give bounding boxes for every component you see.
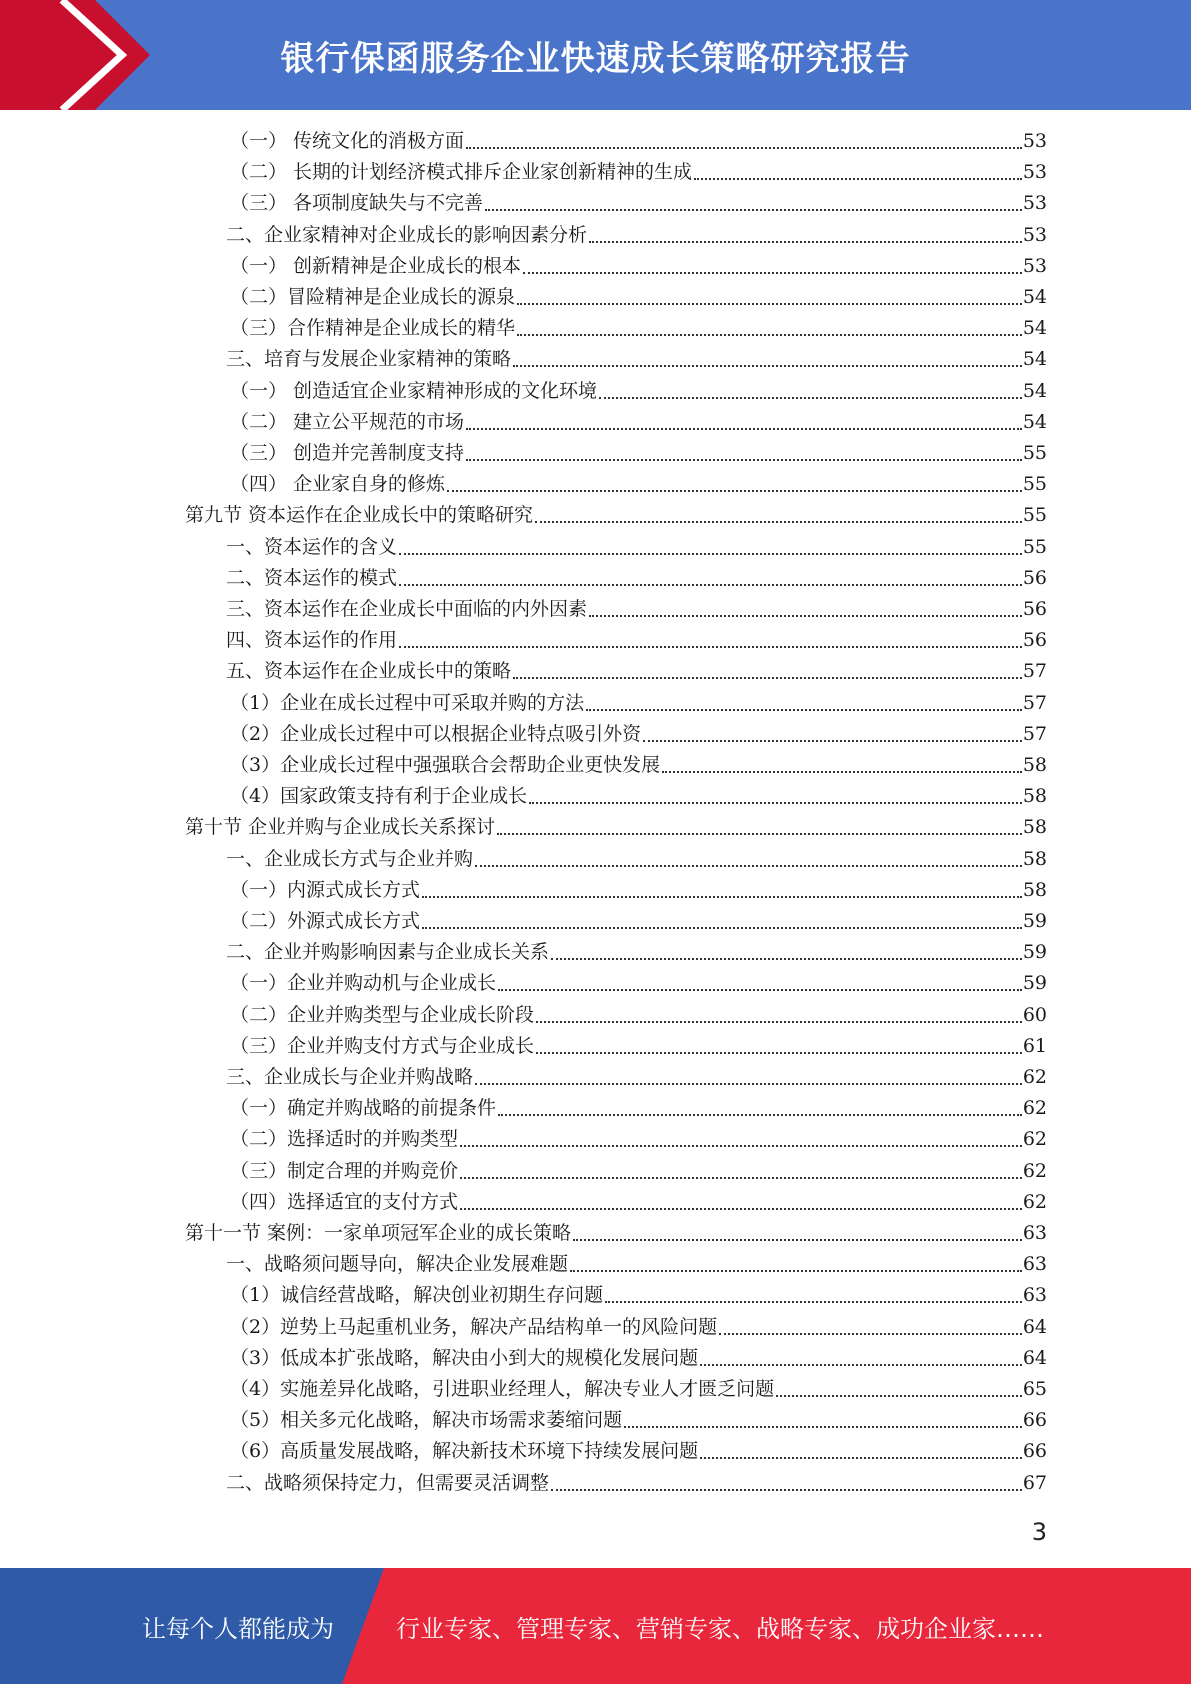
- toc-entry-title: （二） 长期的计划经济模式排斥企业家创新精神的生成: [230, 161, 693, 184]
- toc-entry-page: 55: [1022, 473, 1047, 496]
- toc-entry-page: 57: [1022, 691, 1047, 714]
- toc-dot-leader: [589, 615, 1022, 617]
- toc-dot-leader: [700, 1364, 1022, 1366]
- toc-entry-title: 三、资本运作在企业成长中面临的内外因素: [226, 598, 588, 620]
- toc-entry-page: 62: [1022, 1159, 1047, 1182]
- page-number: 3: [1031, 1518, 1047, 1546]
- toc-entry-page: 58: [1022, 878, 1047, 901]
- toc-entry[interactable]: [230, 188, 1047, 219]
- toc-entry-page: 63: [1022, 1222, 1047, 1244]
- toc-entry[interactable]: [230, 376, 1047, 407]
- toc-entry-title: （三）制定合理的并购竞价: [230, 1159, 459, 1182]
- toc-entry-page: 59: [1022, 910, 1047, 932]
- toc-entry-title: （3）低成本扩张战略，解决由小到大的规模化发展问题: [230, 1346, 699, 1369]
- toc-entry-title: （三） 各项制度缺失与不完善: [230, 192, 484, 215]
- toc-entry-page: 61: [1022, 1034, 1047, 1057]
- toc-entry[interactable]: [226, 563, 1047, 594]
- toc-entry-page: 55: [1022, 504, 1047, 527]
- toc-dot-leader: [513, 365, 1022, 367]
- toc-dot-leader: [700, 1457, 1022, 1459]
- toc-entry-page: 53: [1022, 130, 1047, 152]
- toc-entry-page: 56: [1022, 629, 1047, 652]
- toc-entry-title: （4）实施差异化战略，引进职业经理人，解决专业人才匮乏问题: [230, 1378, 775, 1400]
- toc-entry[interactable]: [185, 1218, 1047, 1249]
- toc-entry-title: （5）相关多元化战略，解决市场需求萎缩问题: [230, 1409, 623, 1432]
- toc-dot-leader: [694, 178, 1022, 180]
- toc-entry-title: （二） 建立公平规范的市场: [230, 410, 465, 433]
- toc-entry-page: 67: [1022, 1471, 1047, 1494]
- toc-entry-page: 64: [1022, 1346, 1047, 1369]
- toc-entry-title: （三）企业并购支付方式与企业成长: [230, 1034, 535, 1057]
- toc-entry-title: 二、战略须保持定力，但需要灵活调整: [226, 1471, 550, 1494]
- toc-dot-leader: [551, 958, 1022, 960]
- toc-entry[interactable]: [230, 1031, 1047, 1062]
- toc-dot-leader: [466, 459, 1022, 461]
- toc-entry-title: （一） 传统文化的消极方面: [230, 130, 465, 152]
- toc-entry-title: （一） 创新精神是企业成长的根本: [230, 254, 522, 277]
- toc-entry-page: 66: [1022, 1409, 1047, 1432]
- toc-entry-page: 53: [1022, 254, 1047, 277]
- toc-entry-title: 第十一节 案例：一家单项冠军企业的成长策略: [185, 1222, 572, 1244]
- toc-entry-page: 58: [1022, 754, 1047, 776]
- toc-entry-title: （三） 创造并完善制度支持: [230, 442, 465, 464]
- toc-dot-leader: [399, 646, 1022, 648]
- header-banner: [0, 0, 1191, 110]
- toc-entry[interactable]: [230, 1312, 1047, 1343]
- toc-dot-leader: [551, 1489, 1022, 1491]
- toc-dot-leader: [466, 428, 1022, 430]
- toc-entry[interactable]: [185, 500, 1047, 531]
- toc-dot-leader: [485, 209, 1022, 211]
- toc-dot-leader: [529, 802, 1022, 804]
- toc-dot-leader: [513, 677, 1022, 679]
- toc-dot-leader: [589, 241, 1022, 243]
- toc-dot-leader: [517, 334, 1022, 336]
- toc-entry-page: 60: [1022, 1003, 1047, 1026]
- toc-entry[interactable]: [230, 1156, 1047, 1187]
- toc-entry[interactable]: [226, 1062, 1047, 1093]
- toc-entry-title: （二）企业并购类型与企业成长阶段: [230, 1003, 535, 1026]
- toc-entry[interactable]: [230, 1093, 1047, 1124]
- toc-entry[interactable]: [226, 625, 1047, 656]
- toc-entry-page: 53: [1022, 223, 1047, 246]
- toc-entry[interactable]: [230, 438, 1047, 469]
- toc-entry-page: 54: [1022, 410, 1047, 433]
- toc-entry-title: 一、战略须问题导向，解决企业发展难题: [226, 1253, 569, 1276]
- toc-dot-leader: [475, 865, 1022, 867]
- toc-entry-page: 56: [1022, 598, 1047, 620]
- toc-dot-leader: [662, 771, 1022, 773]
- toc-entry[interactable]: [230, 407, 1047, 438]
- toc-entry-page: 59: [1022, 972, 1047, 995]
- toc-entry-title: （4）国家政策支持有利于企业成长: [230, 785, 528, 808]
- toc-dot-leader: [498, 989, 1022, 991]
- toc-entry-page: 62: [1022, 1066, 1047, 1088]
- toc-entry-page: 64: [1022, 1315, 1047, 1338]
- toc-entry[interactable]: [226, 937, 1047, 968]
- toc-entry-title: （1）诚信经营战略，解决创业初期生存问题: [230, 1284, 604, 1307]
- toc-entry[interactable]: [230, 1343, 1047, 1374]
- toc-entry-page: 53: [1022, 161, 1047, 184]
- toc-entry[interactable]: [230, 469, 1047, 500]
- toc-entry-title: （四）选择适宜的支付方式: [230, 1190, 459, 1213]
- toc-entry-title: （2）企业成长过程中可以根据企业特点吸引外资: [230, 722, 642, 745]
- toc-entry[interactable]: [230, 282, 1047, 313]
- toc-entry-page: 58: [1022, 816, 1047, 839]
- toc-entry[interactable]: [226, 220, 1047, 251]
- toc-entry-title: （二）外源式成长方式: [230, 910, 421, 932]
- toc-entry-page: 57: [1022, 722, 1047, 745]
- toc-entry[interactable]: [230, 1124, 1047, 1155]
- toc-entry-title: 一、资本运作的含义: [226, 535, 398, 558]
- toc-entry[interactable]: [230, 968, 1047, 999]
- toc-dot-leader: [536, 1052, 1022, 1054]
- toc-entry[interactable]: [226, 844, 1047, 875]
- toc-entry-page: 63: [1022, 1253, 1047, 1276]
- toc-entry-page: 62: [1022, 1190, 1047, 1213]
- toc-entry-page: 53: [1022, 192, 1047, 215]
- toc-entry[interactable]: [230, 313, 1047, 344]
- toc-entry[interactable]: [230, 1436, 1047, 1467]
- toc-entry[interactable]: [230, 1000, 1047, 1031]
- toc-entry-title: （一）内源式成长方式: [230, 878, 421, 901]
- toc-entry[interactable]: [230, 251, 1047, 282]
- toc-entry[interactable]: [230, 781, 1047, 812]
- footer-slogan-right: 行业专家、管理专家、营销专家、战略专家、成功企业家……: [396, 1614, 1044, 1643]
- toc-dot-leader: [422, 927, 1022, 929]
- toc-entry-title: （3）企业成长过程中强强联合会帮助企业更快发展: [230, 754, 661, 776]
- header-arrow-decoration: [0, 0, 160, 110]
- toc-dot-leader: [536, 1021, 1022, 1023]
- toc-entry[interactable]: [226, 344, 1047, 375]
- toc-dot-leader: [399, 553, 1022, 555]
- toc-entry-title: （一） 创造适宜企业家精神形成的文化环境: [230, 379, 598, 402]
- toc-entry-title: 一、企业成长方式与企业并购: [226, 847, 474, 870]
- toc-entry-title: 二、企业家精神对企业成长的影响因素分析: [226, 223, 588, 246]
- toc-dot-leader: [570, 1270, 1022, 1272]
- toc-dot-leader: [719, 1333, 1022, 1335]
- toc-entry[interactable]: [226, 532, 1047, 563]
- toc-entry[interactable]: [226, 1249, 1047, 1280]
- toc-dot-leader: [776, 1395, 1022, 1397]
- toc-entry[interactable]: [230, 157, 1047, 188]
- toc-dot-leader: [498, 1114, 1022, 1116]
- toc-entry-page: 56: [1022, 566, 1047, 589]
- toc-entry-page: 54: [1022, 317, 1047, 340]
- toc-entry-page: 54: [1022, 379, 1047, 402]
- toc-entry-title: （三）合作精神是企业成长的精华: [230, 317, 516, 340]
- toc-entry[interactable]: [230, 1374, 1047, 1405]
- toc-entry-page: 55: [1022, 442, 1047, 464]
- toc-entry-page: 58: [1022, 847, 1047, 870]
- toc-entry-page: 58: [1022, 785, 1047, 808]
- toc-dot-leader: [517, 303, 1022, 305]
- toc-entry-title: （一）企业并购动机与企业成长: [230, 972, 497, 995]
- toc-entry[interactable]: [230, 1405, 1047, 1436]
- toc-entry-page: 54: [1022, 286, 1047, 308]
- toc-entry[interactable]: [230, 1187, 1047, 1218]
- toc-entry-page: 62: [1022, 1128, 1047, 1151]
- toc-dot-leader: [586, 709, 1022, 711]
- toc-entry[interactable]: [226, 656, 1047, 687]
- toc-entry-title: 三、培育与发展企业家精神的策略: [226, 348, 512, 371]
- toc-entry-title: 第九节 资本运作在企业成长中的策略研究: [185, 504, 534, 527]
- toc-dot-leader: [460, 1177, 1022, 1179]
- toc-dot-leader: [605, 1301, 1022, 1303]
- toc-entry[interactable]: [185, 812, 1047, 843]
- toc-entry-page: 62: [1022, 1097, 1047, 1120]
- toc-entry[interactable]: [230, 126, 1047, 157]
- footer-banner: [0, 1568, 1191, 1684]
- toc-dot-leader: [535, 521, 1022, 523]
- toc-entry-title: 五、资本运作在企业成长中的策略: [226, 660, 512, 683]
- toc-entry-title: （1）企业在成长过程中可采取并购的方法: [230, 691, 585, 714]
- footer-slogan-left: 让每个人都能成为: [142, 1614, 334, 1643]
- toc-dot-leader: [447, 490, 1022, 492]
- toc-entry-title: （二）选择适时的并购类型: [230, 1128, 459, 1151]
- toc-dot-leader: [460, 1208, 1022, 1210]
- toc-entry-page: 63: [1022, 1284, 1047, 1307]
- toc-dot-leader: [399, 584, 1022, 586]
- toc-entry[interactable]: [230, 906, 1047, 937]
- toc-entry[interactable]: [230, 688, 1047, 719]
- toc-entry-page: 66: [1022, 1440, 1047, 1463]
- toc-entry[interactable]: [226, 1468, 1047, 1499]
- toc-entry[interactable]: [230, 719, 1047, 750]
- toc-entry[interactable]: [230, 875, 1047, 906]
- toc-dot-leader: [624, 1426, 1022, 1428]
- toc-dot-leader: [422, 896, 1022, 898]
- toc-entry-title: 二、企业并购影响因素与企业成长关系: [226, 941, 550, 964]
- toc-dot-leader: [475, 1083, 1022, 1085]
- toc-entry-title: 四、资本运作的作用: [226, 629, 398, 652]
- toc-dot-leader: [460, 1145, 1022, 1147]
- toc-entry-title: 第十节 企业并购与企业成长关系探讨: [185, 816, 496, 839]
- document-title: 银行保函服务企业快速成长策略研究报告: [280, 38, 911, 79]
- toc-entry-page: 57: [1022, 660, 1047, 683]
- toc-dot-leader: [497, 833, 1022, 835]
- toc-entry-page: 59: [1022, 941, 1047, 964]
- toc-entry[interactable]: [230, 1280, 1047, 1311]
- toc-dot-leader: [466, 147, 1022, 149]
- toc-entry-title: 二、资本运作的模式: [226, 566, 398, 589]
- toc-entry-title: （一）确定并购战略的前提条件: [230, 1097, 497, 1120]
- toc-entry-title: （2）逆势上马起重机业务，解决产品结构单一的风险问题: [230, 1315, 718, 1338]
- toc-dot-leader: [523, 272, 1022, 274]
- toc-entry-page: 54: [1022, 348, 1047, 371]
- toc-entry-title: 三、企业成长与企业并购战略: [226, 1066, 474, 1088]
- toc-entry[interactable]: [230, 750, 1047, 781]
- toc-entry-page: 55: [1022, 535, 1047, 558]
- toc-entry-title: （四） 企业家自身的修炼: [230, 473, 446, 496]
- toc-entry-page: 65: [1022, 1378, 1047, 1400]
- toc-entry-title: （6）高质量发展战略，解决新技术环境下持续发展问题: [230, 1440, 699, 1463]
- toc-dot-leader: [599, 397, 1022, 399]
- toc-dot-leader: [573, 1239, 1022, 1241]
- toc-entry-title: （二）冒险精神是企业成长的源泉: [230, 286, 516, 308]
- toc-entry[interactable]: [226, 594, 1047, 625]
- toc-dot-leader: [643, 740, 1022, 742]
